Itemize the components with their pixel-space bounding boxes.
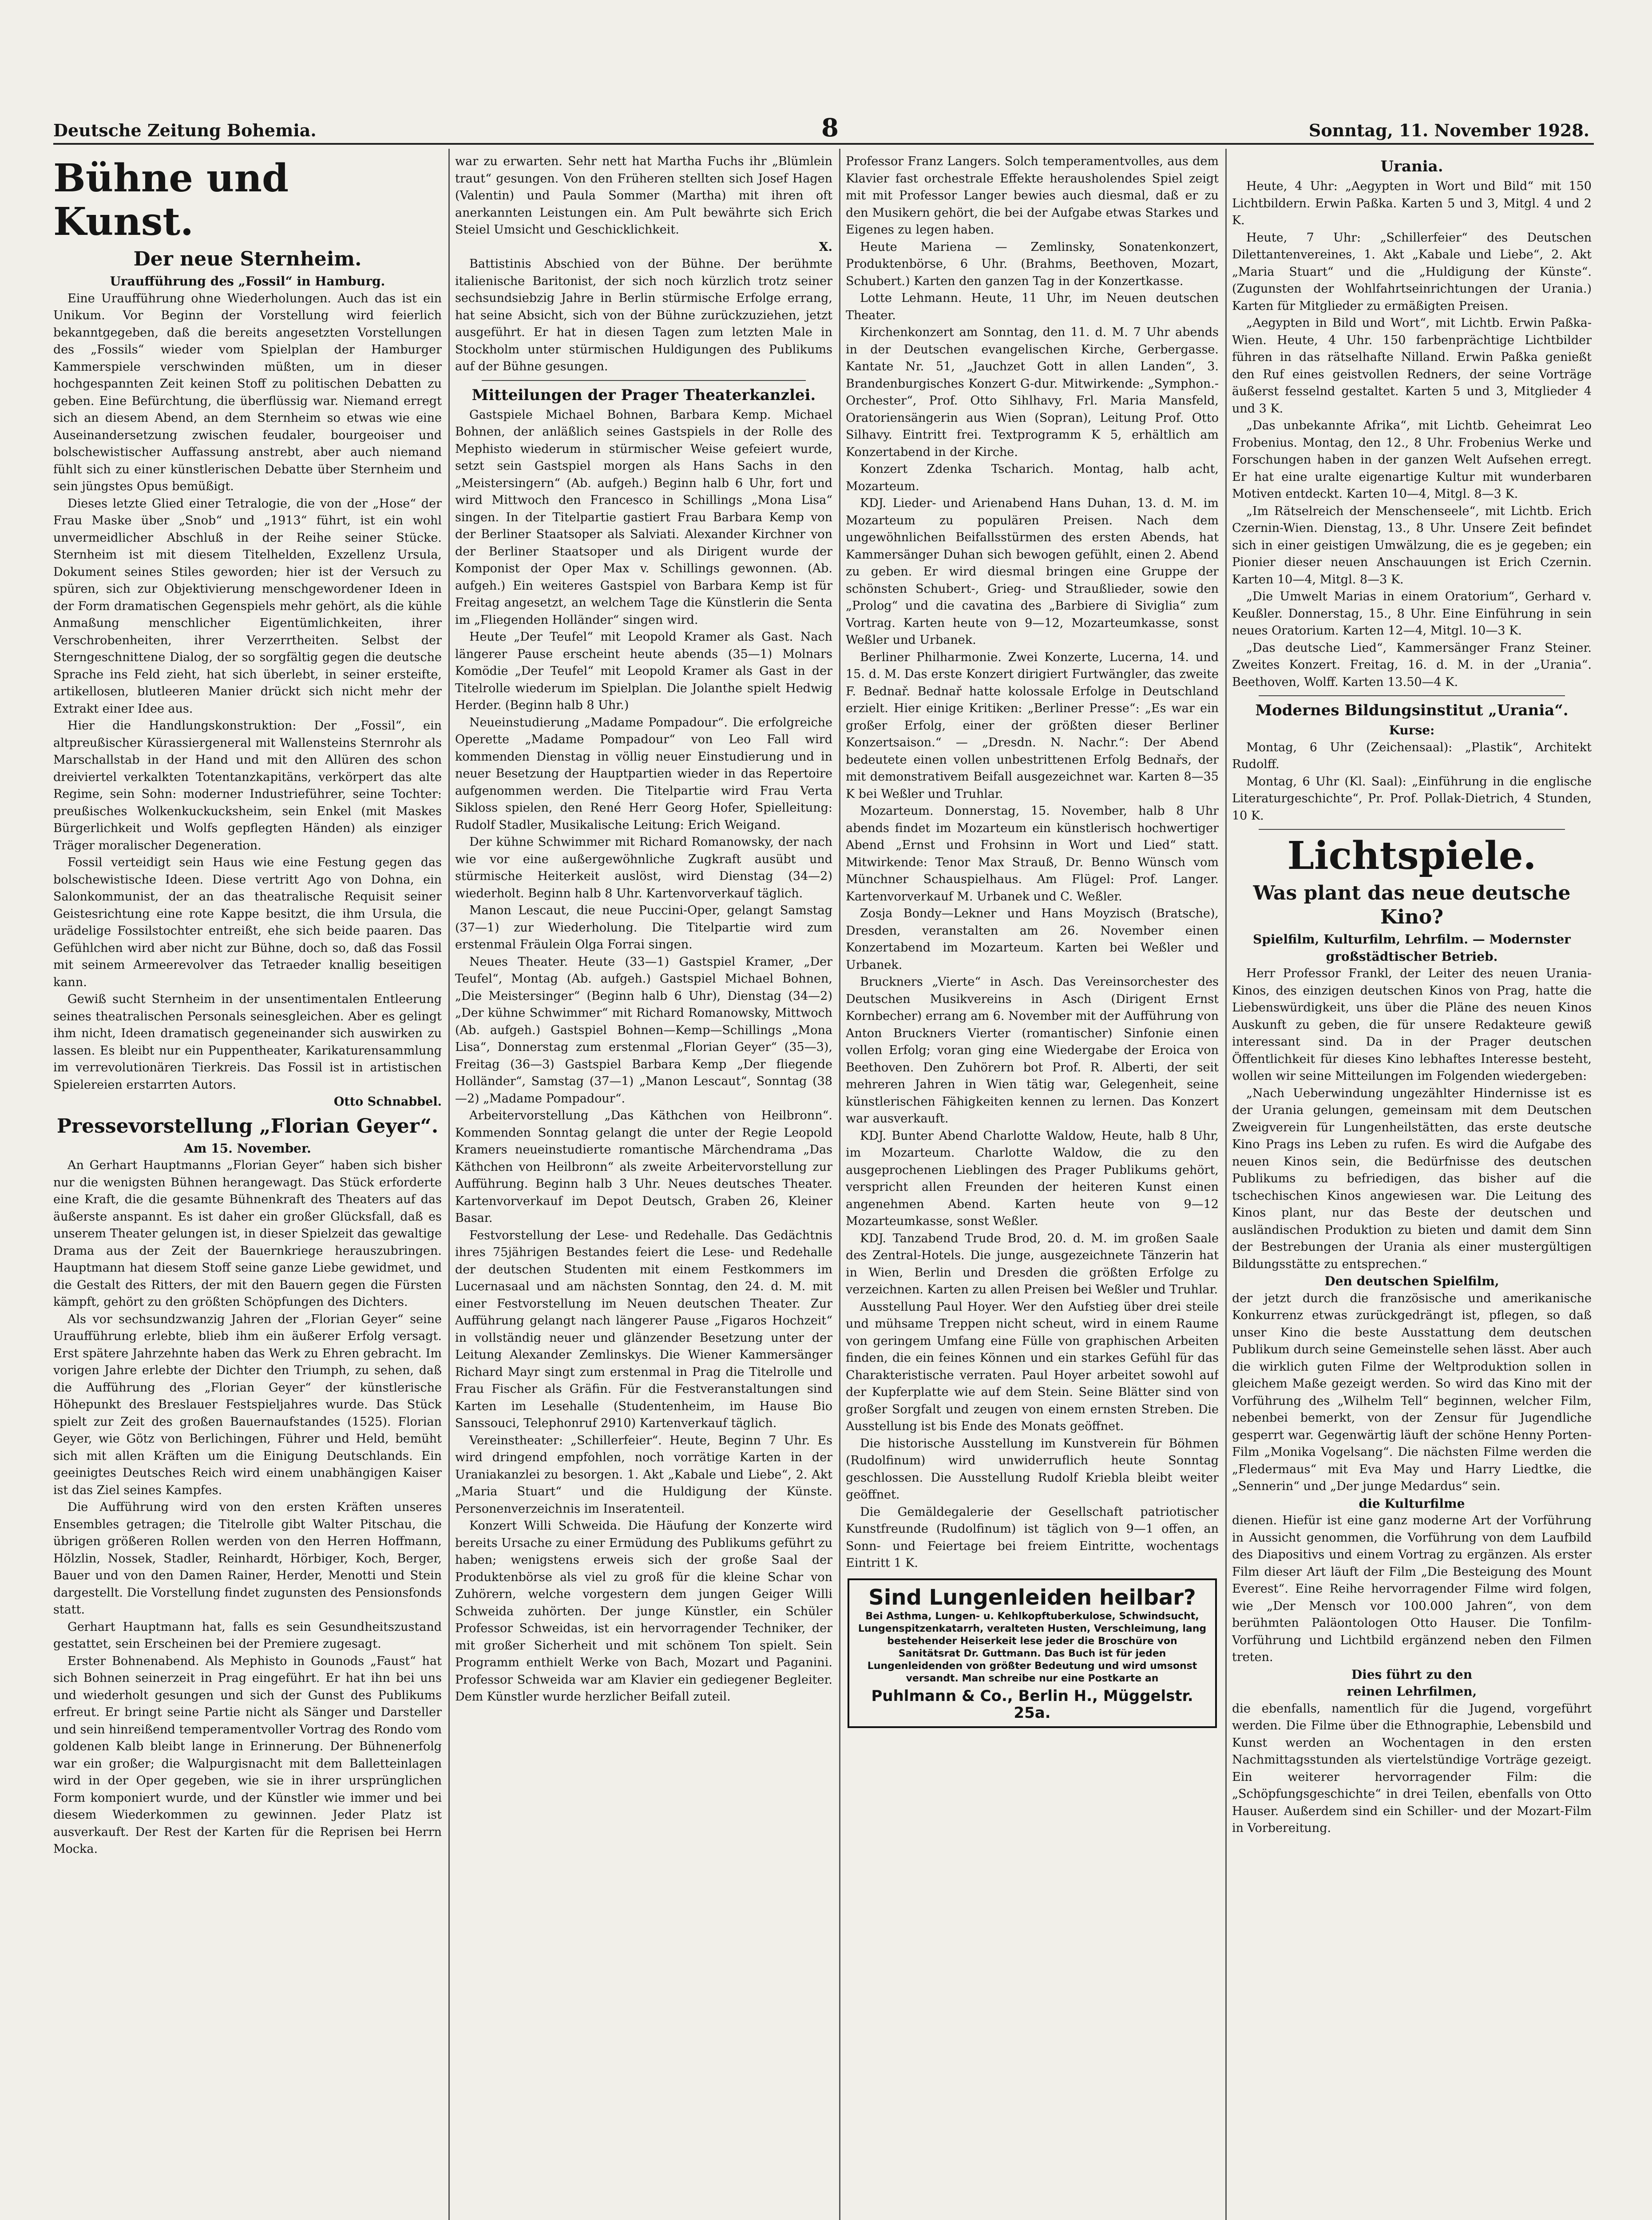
paragraph: „Die Umwelt Marias in einem Oratorium“, Gerhard v. Keußler. Donnerstag, 15., 8 Uhr. Eine Einführung in sein neues Oratorium. Karten 12—4, Mitgl. 10—3 K. [1232,590,1592,638]
subheading: die Kulturfilme [1359,1496,1465,1511]
paragraph: Heute Mariena — Zemlinsky, Sonatenkonzert, Produktenbörse, 6 Uhr. (Brahms, Beethoven, Mozart, Schubert.) Karten den ganzen Tag in der Konzertkasse. [846,240,1219,288]
paragraph: KDJ. Lieder- und Arienabend Hans Duhan, 13. d. M. im Mozarteum zu populären Preisen. Nach dem ungewöhnlichen Beifallsstürmen des ersten Abends, hat Kammersänger Duhan sich bewogen gefühlt, einen 2. Abend zu geben. Er wird diesmal bringen eine Gruppe der schönsten Schubert-, Grieg- und Straußlieder, sowie den „Prolog“ und die cavatina des „Barbiere di Siviglia“ zum Vortrag. Karten heute von 9—12, Mozarteumkasse, sonst Weßler und Urbanek. [846,496,1219,647]
paragraph: Lotte Lehmann. Heute, 11 Uhr, im Neuen deutschen Theater. [846,291,1219,322]
column-divider [839,149,840,2220]
paragraph: der jetzt durch die französische und amerikanische Konkurrenz etwas zurückgedrängt ist, pflegen, so daß unser Kino die beste Ausstattung dem deutschen Publikum durch seine Gemeinstelle sehen lässt. Aber auch die wirklich guten Filme der Weltproduktion sollen in gleichem Maße gezeigt werden. So wird das Kino mit der Vorführung des „Wilhelm Tell“ beginnen, welcher Film, nebenbei bemerkt, von der Zensur für Jugendliche gesperrt war. Gegenwärtig läuft der schöne Henny Porten-Film „Monika Vogelsang“. Die nächsten Filme werden die „Fledermaus“ mit Eva May und Harry Liedtke, die „Sennerin“ und „Der junge Medardus“ sein. [1232,1291,1592,1493]
ad-footer: Puhlmann & Co., Berlin H., Müggelstr. 25a. [871,1687,1193,1722]
subheading: reinen Lehrfilmen, [1347,1684,1477,1699]
ad-body: Bei Asthma, Lungen- u. Kehlkopftuberkulose, Schwindsucht, Lungenspitzenkatarrh, veralteten Husten, Verschleimung, lang bestehender Heiserkeit lese jeder die Broschüre von Sanitätsrat Dr. Guttmann. Das Buch ist für jeden Lungenleidenden von größter Bedeutung und wird umsonst versandt. Man schreibe nur eine Postkarte an [858,1610,1207,1684]
paragraph: „Im Rätselreich der Menschenseele“, mit Lichtb. Erich Czernin-Wien. Dienstag, 13., 8 Uhr. Unsere Zeit befindet sich in einer geistigen Umwälzung, die es je gegeben; ein Pionier dieser neuen Anschauungen ist Erich Czernin. Karten 10—4, Mitgl. 8—3 K. [1232,504,1592,587]
column-3 [846,153,1219,2220]
article-title: Urania. [1380,158,1443,175]
article-subtitle: Am 15. November. [184,1141,311,1156]
paragraph: war zu erwarten. Sehr nett hat Martha Fuchs ihr „Blümlein traut“ gesungen. Von den Früheren stellten sich Josef Hagen (Valentin) und Paula Sommer (Martha) mit ihren oft anerkannten Leistungen ein. Am Pult bewährte sich Erich Steiel Umsicht und Geschicklichkeit. [455,155,832,237]
paragraph: KDJ. Bunter Abend Charlotte Waldow, Heute, halb 8 Uhr, im Mozarteum. Charlotte Waldow, die zu den ausgeprochenen Lieblingen des Prager Publikums gehört, verspricht allen Freunden der heiteren Kunst einen angenehmen Abend. Karten heute von 9—12 Mozarteumkasse, sonst Weßler. [846,1129,1219,1228]
paragraph: Neues Theater. Heute (33—1) Gastspiel Kramer, „Der Teufel“, Montag (Ab. aufgeh.) Gastspiel Michael Bohnen, „Die Meistersinger“ (Beginn halb 6 Uhr), Dienstag (34—2) „Der kühne Schwimmer“ mit Richard Romanowsky, Mittwoch (Ab. aufgeh.) Gastspiel Bohnen—Kemp—Schillings „Mona Lisa“, Donnerstag zum erstenmal „Florian Geyer“ (35—3), Freitag (36—3) Gastspiel Barbara Kemp „Der fliegende Holländer“, Samstag (37—1) „Manon Lescaut“, Sonntag (38—2) „Madame Pompadour“. [455,955,832,1106]
divider [1259,829,1565,830]
paragraph: Erster Bohnenabend. Als Mephisto in Gounods „Faust“ hat sich Bohnen seinerzeit in Prag eingeführt. Er hat ihn bei uns und wiederholt gesungen und sich der Gunst des Publikums erfreut. Er bringt seine Partie nicht als Sänger und Darsteller und sein hinreißend temperamentvoller Vortrag des Rondo vom goldenen Kalb bleibt lange in Erinnerung. Der Bühnenerfolg war ein großer; die Walpurgisnacht mit dem Balletteinlagen wird in der Oper gegeben, wie sie in ihrer ursprünglichen Form komponiert wurde, und der Künstler wie immer und bei diesem Wiederkommen zu gewinnen. Jeder Platz ist ausverkauft. Der Rest der Karten für die Reprisen bei Herrn Mocka. [53,1654,442,1856]
paragraph: Der kühne Schwimmer mit Richard Romanowsky, der nach wie vor eine außergewöhnliche Zugkraft ausübt und stürmische Heiterkeit auslöst, wird Dienstag (34—2) wiederholt. Beginn halb 8 Uhr. Kartenvorverkauf täglich. [455,835,832,900]
paragraph: KDJ. Tanzabend Trude Brod, 20. d. M. im großen Saale des Zentral-Hotels. Die junge, ausgezeichnete Tänzerin hat in Wien, Berlin und Dresden die größten Erfolge zu verzeichnen. Karten zu allen Preisen bei Weßler und Truhlar. [846,1231,1219,1296]
paragraph: Als vor sechsundzwanzig Jahren der „Florian Geyer“ seine Uraufführung erlebte, blieb ihm ein äußerer Erfolg versagt. Erst spätere Jahrzehnte haben das Werk zu Ehren gebracht. Im vorigen Jahre erlebte der Dichter den Triumph, zu sehen, daß die Aufführung des „Florian Geyer“ der künstlerische Höhepunkt des Breslauer Festspieljahres wurde. Das Stück spielt zur Zeit des großen Bauernaufstandes (1525). Florian Geyer, wie Götz von Berlichingen, Führer und Held, bemüht sich mit allen Kräften um die Einigung Deutschlands. Ein geeinigtes Deutsches Reich wird einem unabhängigen Kaiser ist das Ziel seines Kampfes. [53,1312,442,1497]
paragraph: Heute, 4 Uhr: „Aegypten in Wort und Bild“ mit 150 Lichtbildern. Erwin Paßka. Karten 5 und 3, Mitgl. 4 und 2 K. [1232,179,1592,227]
subheading: Den deutschen Spielfilm, [1324,1274,1499,1288]
article-title: Modernes Bildungsinstitut „Urania“. [1255,702,1569,719]
article-title: Pressevorstellung „Florian Geyer“. [56,1114,439,1138]
paragraph: Professor Franz Langers. Solch temperamentvolles, aus dem Klavier fast orchestrale Effekte herausholendes Spiel zeigt mit mit Professor Langer bewies auch diesmal, daß er zu den Musikern gehört, die bei der Aufgabe etwas Starkes und Eigenes zu legen haben. [846,155,1219,237]
article-subtitle: Spielfilm, Kulturfilm, Lehrfilm. — Modernster großstädtischer Betrieb. [1253,932,1571,964]
ad-headline: Sind Lungenleiden heilbar? [868,1585,1196,1610]
article-title: Mitteilungen der Prager Theaterkanzlei. [471,386,816,404]
advertisement-lungenleiden [848,1578,1217,1728]
paragraph: Die Gemäldegalerie der Gesellschaft patriotischer Kunstfreunde (Rudolfinum) ist täglich von 9—1 offen, an Sonn- und Feiertage bei freiem Eintritte, wochentags Eintritt 1 K. [846,1505,1219,1570]
paragraph: Manon Lescaut, die neue Puccini-Oper, gelangt Samstag (37—1) zur Wiederholung. Die Titelpartie wird zum erstenmal Fräulein Olga Forrai singen. [455,904,832,951]
column-1 [53,153,442,2220]
paragraph: Fossil verteidigt sein Haus wie eine Festung gegen das bolschewistische Ideen. Diese vertritt Ago von Dohna, ein Salonkommunist, der an das theatralische Requisit seiner Geistesrichtung eine rote Kappe besitzt, die ihm Ursula, die urädelige Fossilstochter entreißt, ehe sich beide paaren. Das Gefühlchen wird aber nicht zur Bühne, doch so, daß das Fossil mit seinem Armeerevolver das Tetraeder knallig beseitigen kann. [53,856,442,989]
divider [1259,695,1565,696]
paragraph: Die historische Ausstellung im Kunstverein für Böhmen (Rudolfinum) wird unwiderruflich heute Sonntag geschlossen. Die Ausstellung Rudolf Kriebla bleibt weiter geöffnet. [846,1436,1219,1502]
paragraph: Battistinis Abschied von der Bühne. Der berühmte italienische Baritonist, der sich noch kürzlich trotz seiner sechsundsiebzig Jahre in Berlin stürmische Erfolge errang, hat seine Absicht, sich von der Bühne zurückzuziehen, jetzt ausgeführt. Er hat in diesen Tagen zum letzten Male in Stockholm unter stürmischen Huldigungen des Publikums auf der Bühne gesungen. [455,257,832,373]
paragraph: Bruckners „Vierte“ in Asch. Das Vereinsorchester des Deutschen Musikvereins in Asch (Dirigent Ernst Kornbecher) errang am 6. November mit der Aufführung von Anton Bruckners Vierter (romantischer) Sinfonie einen vollen Erfolg; voran ging eine Wiedergabe der Eroica von Beethoven. Den Zuhörern bot Prof. R. Alberti, der seit mehreren Jahren in Wien tätig war, Gelegenheit, seine künstlerischen Fähigkeiten kennen zu lernen. Das Konzert war ausverkauft. [846,975,1219,1126]
column-divider [1225,149,1227,2220]
paragraph: „Das unbekannte Afrika“, mit Lichtb. Geheimrat Leo Frobenius. Montag, den 12., 8 Uhr. Frobenius Werke und Forschungen haben in der ganzen Welt Aufsehen erregt. Er hat eine uralte eigenartige Kultur mit wunderbaren Motiven entdeckt. Karten 10—4, Mitgl. 8—3 K. [1232,419,1592,501]
article-subtitle: Kurse: [1389,723,1435,737]
paragraph: die ebenfalls, namentlich für die Jugend, vorgeführt werden. Die Filme über die Ethnographie, Lebensbild und Kunst werden an Wochentagen in den ersten Nachmittagsstunden als viertelstündige Vorträge gezeigt. Ein weiterer hervorragender Film: die „Schöpfungsgeschichte“ in drei Teilen, ebenfalls von Otto Hauser. Außerdem sind ein Schiller- und der Mozart-Film in Vorbereitung. [1232,1701,1592,1835]
section-title-lichtspiele: Lichtspiele. [1287,833,1537,878]
paragraph: Herr Professor Frankl, der Leiter des neuen Urania-Kinos, des einzigen deutschen Kinos von Prag, hatte die Liebenswürdigkeit, uns über die Pläne des neuen Kinos Auskunft zu geben, die für unsere Redakteure gewiß interessant sind. Da in der Prager deutschen Öffentlichkeit für dieses Kino lebhaftes Interesse besteht, wollen wir seine Mitteilungen im Folgenden wiedergeben: [1232,967,1592,1083]
paragraph: An Gerhart Hauptmanns „Florian Geyer“ haben sich bisher nur die wenigsten Bühnen herangewagt. Das Stück erforderte eine Kraft, die die gesamte Bühnenkraft des Theaters auf das äußerste anspannt. Es ist daher ein großer Glücksfall, daß es unserem Theater gelungen ist, in dieser Spielzeit das gewaltige Drama aus der Zeit der Bauernkriege herauszubringen. Hauptmann hat diesem Stoff seine ganze Liebe gewidmet, und die Gestalt des Ritters, der mit den Bauern gegen die Fürsten kämpft, gehört zu den größten Schöpfungen des Dichters. [53,1158,442,1309]
paragraph: „Aegypten in Bild und Wort“, mit Lichtb. Erwin Paßka-Wien. Heute, 4 Uhr. 150 farbenprächtige Lichtbilder führen in das rätselhafte Nilland. Erwin Paßka genießt den Ruf eines geistvollen Redners, der seine Vorträge äußerst fesselnd gestaltet. Karten 5 und 3, Mitglieder 4 und 3 K. [1232,316,1592,416]
paragraph: Heute „Der Teufel“ mit Leopold Kramer als Gast. Nach längerer Pause erscheint heute abends (35—1) Molnars Komödie „Der Teufel“ mit Leopold Kramer als Gast in der Titelrolle wiederum im Spielplan. Die Jolanthe spielt Hedwig Herder. (Beginn halb 8 Uhr.) [455,630,832,712]
paragraph: „Das deutsche Lied“, Kammersänger Franz Steiner. Zweites Konzert. Freitag, 16. d. M. in der „Urania“. Beethoven, Wolff. Karten 13.50—4 K. [1232,641,1592,689]
paragraph: Hier die Handlungskonstruktion: Der „Fossil“, ein altpreußischer Kürassiergeneral mit Wallensteins Sternrohr als Marschallstab in der Hand und mit den Allüren des schon dreiviertel verkalkten Totentanzkapitäns, verkörpert das alte Regime, sein Sohn: moderner Industrieführer, seine Tochter: preußisches Wolkenkuckucksheim, sein Enkel (mit Maskes Bürgerlichkeit und Wolfs gepflegten Händen) als einziger Träger moralischer Degeneration. [53,719,442,852]
article-title: Was plant das neue deutsche Kino? [1253,882,1571,928]
column-4 [1232,153,1592,2220]
article-title: Der neue Sternheim. [133,248,362,270]
author-signature: Otto Schnabbel. [333,1095,442,1109]
paragraph: Gewiß sucht Sternheim in der unsentimentalen Entleerung seines theatralischen Personals seinesgleichen. Aber es gelingt ihm nicht, Ideen dramatisch gegeneinander sich auswirken zu lassen. Es bleibt nur ein Puppentheater, Karikaturensammlung im verrevolutionären Tierkreis. Das Fossil ist in artistischen Spielereien erstarrten Autors. [53,992,442,1092]
paragraph: Berliner Philharmonie. Zwei Konzerte, Lucerna, 14. und 15. d. M. Das erste Konzert dirigiert Furtwängler, das zweite F. Bednař. Bednař hatte kolossale Erfolge in Deutschland erzielt. Hier einige Kritiken: „Berliner Presse“: „Es war ein großer Erfolg, einer der größten dieser Berliner Konzertsaison.“ — „Dresdn. N. Nachr.“: Der Abend bedeutete einen vollen unbestrittenen Erfolg Bednařs, der mit demonstrativem Beifall ausgezeichnet war. Karten 8—35 K bei Weßler und Truhlar. [846,650,1219,801]
paragraph: Zosja Bondy—Lekner und Hans Moyzisch (Bratsche), Dresden, veranstalten am 26. November einen Konzertabend im Mozarteum. Karten bei Weßler und Urbanek. [846,907,1219,972]
author-signature: X. [819,240,832,254]
paragraph: Dieses letzte Glied einer Tetralogie, die von der „Hose“ der Frau Maske über „Snob“ und „1913“ führt, ist ein wohl unvermeidlicher Abschluß in der Reihe seiner Stücke. Sternheim ist mit diesem Titelhelden, Exzellenz Ursula, Dokument seines Stiles geworden; hier ist der Versuch zu spüren, sich zur Objektivierung menschgewordener Ideen in der Form dramatischen Gegenspiels mehr gehört, als die kühle Anmaßung menschlicher Eigentümlichkeiten, ihrer Verschrobenheiten, ihrer Verzerrtheiten. Selbst der Sterngeschnittene Dialog, der so sorgfältig gegen die deutsche Sprache ins Feld zieht, hat sich überlebt, in seiner ersteifte, artikellosen, blutleeren Manier drückt sich nicht mehr der Extrakt einer Idee aus. [53,496,442,716]
running-header [53,113,1589,153]
paragraph: Festvorstellung der Lese- und Redehalle. Das Gedächtnis ihres 75jährigen Bestandes feiert die Lese- und Redehalle der deutschen Studenten mit einem Festkommers im Lucernasaal und am nächsten Sonntag, den 24. d. M. mit einer Festvorstellung im Neuen deutschen Theater. Zur Aufführung gelangt nach längerer Pause „Figaros Hochzeit“ in vollständig neuer und glänzender Besetzung unter der Leitung Alexander Zemlinskys. Die Wiener Kammersänger Richard Mayr singt zum erstenmal in Prag die Titelrolle und Frau Fischer als Gräfin. Für die Festveranstaltungen sind Karten im Lesehalle (Studentenheim, im Hause Bio Sanssouci, Telephonruf 2910) Kartenverkauf täglich. [455,1228,832,1430]
paragraph: Ausstellung Paul Hoyer. Wer den Aufstieg über drei steile und mühsame Treppen nicht scheut, wird in einem Raume von geringem Umfang eine Fülle von graphischen Arbeiten finden, die ein feines Können und ein starkes Gefühl für das Charakteristische verraten. Paul Hoyer arbeitet sowohl auf der Kupferplatte wie auf dem Stein. Seine Blätter sind von großer Sorgfalt und zeugen von einem ernsten Streben. Die Ausstellung ist bis Ende des Monats geöffnet. [846,1300,1219,1433]
paragraph: Mozarteum. Donnerstag, 15. November, halb 8 Uhr abends findet im Mozarteum ein künstlerisch hochwertiger Abend „Ernst und Frohsinn in Wort und Lied“ statt. Mitwirkende: Tenor Max Strauß, Dr. Benno Wünsch vom Münchner Schauspielhaus. Am Flügel: Prof. Langer. Kartenvorverkauf M. Urbanek und C. Weßler. [846,804,1219,904]
newspaper-name: Deutsche Zeitung Bohemia. [53,120,317,140]
paragraph: dienen. Hiefür ist eine ganz moderne Art der Vorführung in Aussicht genommen, die Vorführung von dem Laufbild des Diapositivs und einem Vortrag zu ergänzen. Als erster Film dieser Art läuft der Film „Die Besteigung des Mount Everest“. Eine Reihe hervorragender Filme wird folgen, wie „Der Mensch vor 100.000 Jahren“, von dem berühmten Paläontologen Otto Hauser. Die Tonfilm-Vorführung und Lichtbild ergänzend neben den Filmen treten. [1232,1514,1592,1664]
paragraph: Konzert Zdenka Tscharich. Montag, halb acht, Mozarteum. [846,462,1219,493]
section-title-buehne-und-kunst: Bühne und Kunst. [53,156,289,244]
paragraph: Montag, 6 Uhr (Zeichensaal): „Plastik“, Architekt Rudolff. [1232,740,1592,771]
page-number: 8 [821,113,839,143]
paragraph: Gerhart Hauptmann hat, falls es sein Gesundheitszustand gestattet, sein Erscheinen bei der Premiere zugesagt. [53,1620,442,1651]
paragraph: Kirchenkonzert am Sonntag, den 11. d. M. 7 Uhr abends in der Deutschen evangelischen Kirche, Gerbergasse. Kantate Nr. 51, „Jauchzet Gott in allen Landen“, 3. Brandenburgisches Konzert G-dur. Mitwirkende: „Symphon.-Orchester“, Prof. Otto Sihlhavy, Frl. Maria Mansfeld, Oratoriensängerin aus Wien (Sopran), Leitung Prof. Otto Silhavy. Eintritt frei. Textprogramm K 5, erhältlich am Konzertabend in der Kirche. [846,325,1219,459]
column-divider [448,149,450,2220]
paragraph: Heute, 7 Uhr: „Schillerfeier“ des Deutschen Dilettantenvereines, 1. Akt „Kabale und Liebe“, 2. Akt „Maria Stuart“ und die „Huldigung der Künste“. (Zugunsten der Wohlfahrtseinrichtungen der Urania.) Karten für Mitglieder zu ermäßigten Preisen. [1232,230,1592,313]
article-subtitle: Uraufführung des „Fossil“ in Hamburg. [110,274,385,289]
paragraph: Neueinstudierung „Madame Pompadour“. Die erfolgreiche Operette „Madame Pompadour“ von Leo Fall wird kommenden Dienstag in völlig neuer Einstudierung und in neuer Besetzung der Hauptpartien wieder in das Repertoire aufgenommen werden. Die Titelpartie wird Frau Verta Sikloss spielen, den René Herr Georg Hofer, Spielleitung: Rudolf Stadler, Musikalische Leitung: Erich Weigand. [455,715,832,832]
column-2 [455,153,832,2220]
issue-date: Sonntag, 11. November 1928. [1308,120,1589,140]
divider [482,380,806,381]
paragraph: Vereinstheater: „Schillerfeier“. Heute, Beginn 7 Uhr. Es wird dringend empfohlen, noch vorrätige Karten in der Uraniakanzlei zu besorgen. 1. Akt „Kabale und Liebe“, 2. Akt „Maria Stuart“ und die Huldigung der Künste. Personenverzeichnis im Inseratenteil. [455,1433,832,1516]
header-rule [53,143,1594,145]
subheading: Dies führt zu den [1351,1667,1473,1682]
paragraph: Arbeitervorstellung „Das Käthchen von Heilbronn“. Kommenden Sonntag gelangt die unter der Regie Leopold Kramers neueinstudierte romantische Märchendrama „Das Käthchen von Heilbronn“ als zweite Arbeitervorstellung zur Aufführung. Beginn halb 3 Uhr. Neues deutsches Theater. Kartenvorverkauf im Depot Deutsch, Graben 26, Kleiner Basar. [455,1109,832,1225]
paragraph: Konzert Willi Schweida. Die Häufung der Konzerte wird bereits Ursache zu einer Ermüdung des Publikums geführt zu haben; wenigstens erweis sich der große Saal der Produktenbörse als viel zu groß für die kleine Schar von Zuhörern, welche vorgestern dem jungen Geiger Willi Schweida zuhörten. Der junge Künstler, ein Schüler Professor Schweidas, ist ein hervorragender Techniker, der mit großer Sicherheit und mit schönem Ton spielt. Sein Programm enthielt Werke von Bach, Mozart und Paganini. Professor Schweida war am Klavier ein gediegener Begleiter. Dem Künstler wurde herzlicher Beifall zuteil. [455,1519,832,1704]
paragraph: Gastspiele Michael Bohnen, Barbara Kemp. Michael Bohnen, der anläßlich seines Gastspiels in der Rolle des Mephisto wiederum in stürmischer Weise gefeiert wurde, setzt sein Gastspiel morgen als Hans Sachs in den „Meistersingern“ (Ab. aufgeh.) Beginn halb 6 Uhr, fort und wird Mittwoch den Francesco in Schillings „Mona Lisa“ singen. In der Titelpartie gastiert Frau Barbara Kemp von der Berliner Staatsoper als Salviati. Alexander Kirchner von der Berliner Staatsoper und als Dirigent wurde der Komponist der Oper Max v. Schillings gewonnen. (Ab. aufgeh.) Ein weiteres Gastspiel von Barbara Kemp ist für Freitag angesetzt, an welchem Tage die Künstlerin die Senta im „Fliegenden Holländer“ singen wird. [455,408,832,627]
paragraph: Montag, 6 Uhr (Kl. Saal): „Einführung in die englische Literaturgeschichte“, Pr. Prof. Pollak-Dietrich, 4 Stunden, 10 K. [1232,774,1592,823]
paragraph: „Nach Ueberwindung ungezählter Hindernisse ist es der Urania gelungen, gemeinsam mit dem Deutschen Zweigverein für Lungenheilstätten, das erste deutsche Kino Prags ins Leben zu rufen. Es wird die Aufgabe des neuen Kinos sein, die Bedürfnisse des deutschen Publikums zu befriedigen, das bisher auf die tschechischen Kinos angewiesen war. Die Leitung des Kinos plant, nur das Beste der deutschen und ausländischen Produktion zu bieten und damit dem Sinn der Bestrebungen der Urania als einer mustergültigen Bildungsstätte zu entsprechen.“ [1232,1086,1592,1271]
paragraph: Die Aufführung wird von den ersten Kräften unseres Ensembles getragen; die Titelrolle gibt Walter Pitschau, die übrigen größeren Rollen werden von den Herren Hoffmann, Hölzlin, Nossek, Stadler, Reinhardt, Hörbiger, Koch, Berger, Bauer und von den Damen Rainer, Herder, Menotti und Stein dargestellt. Die Vorstellung findet zugunsten des Pensionsfonds statt. [53,1500,442,1617]
paragraph: Eine Uraufführung ohne Wiederholungen. Auch das ist ein Unikum. Vor Beginn der Vorstellung wird feierlich bekanntgegeben, daß die bereits angesetzten Vorstellungen des „Fossils“ wieder vom Spielplan der Hamburger Kammerspiele verschwinden müßten, um in dieser hochgespannten Zeit keinen Stoff zu politischen Debatten zu geben. Eine Befürchtung, die überflüssig war. Niemand erregt sich an diesem Abend, an dem Sternheim so etwas wie eine Auseinandersetzung zwischen feudaler, bourgeoiser und bolschewistischer Auffassung anstrebt, aber auch niemand fühlt sich zu einer künstlerischen Debatte über Sternheim und sein jüngstes Opus bemüßigt. [53,291,442,493]
